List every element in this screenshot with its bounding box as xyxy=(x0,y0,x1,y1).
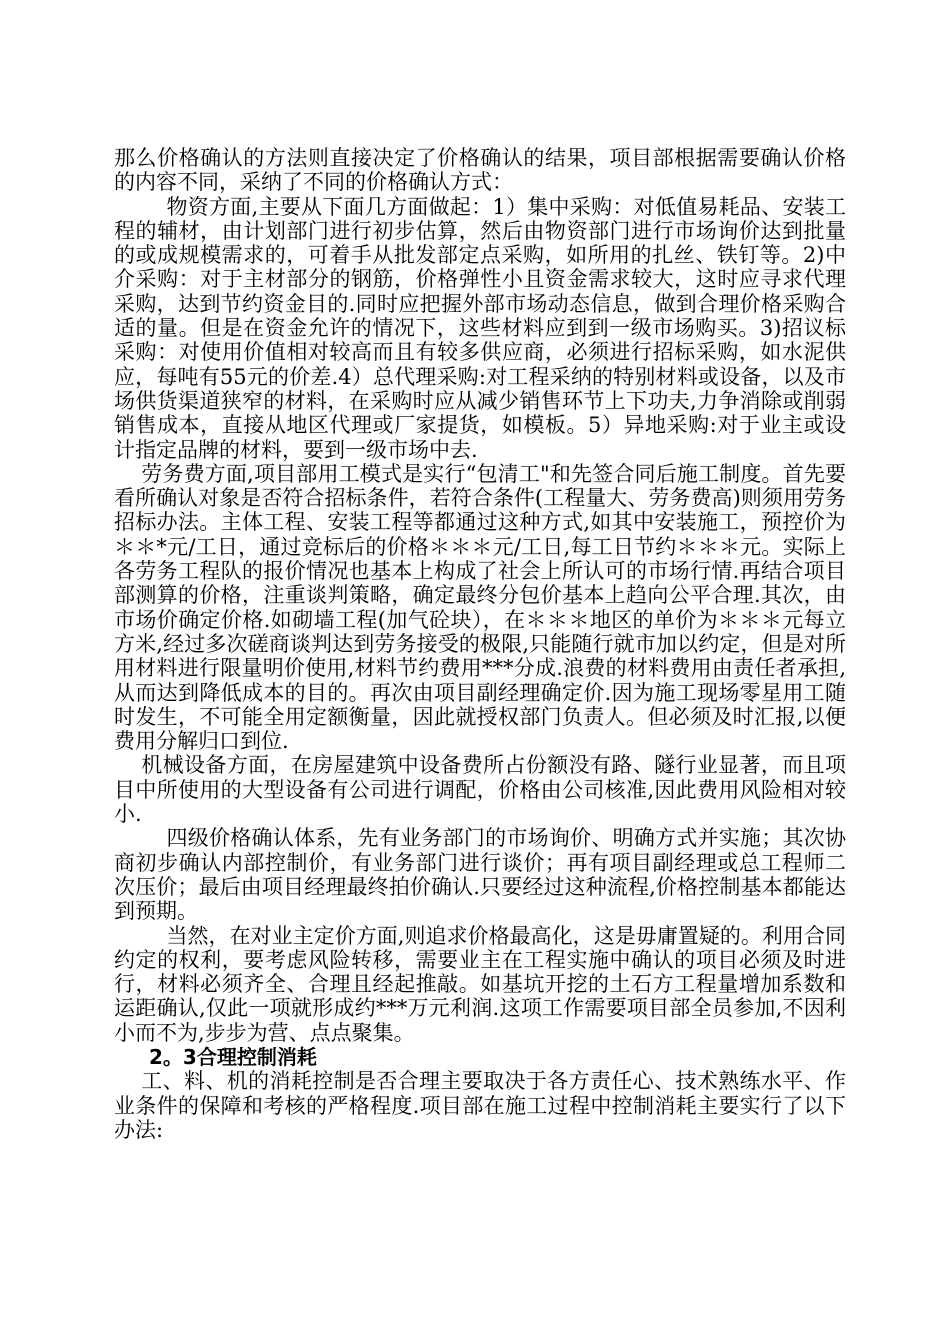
paragraph-owner-pricing: 当然，在对业主定价方面,则追求价格最高化，这是毋庸置疑的。利用合同约定的权利，要考虑风险转移，需要业主在工程实施中确认的项目必须及时进行，材料必须齐全、合理且经起推敲。如基坑开挖的土石方工程量增加系数和运距确认,仅此一项就形成约***万元利润.这项工作需要项目部全员参加,不因利小而不为,步步为营、点点聚集。 xyxy=(114,923,846,1045)
paragraph-consumption-control: 工、料、机的消耗控制是否合理主要取决于各方责任心、技术熟练水平、作业条件的保障和考核的严格程度.项目部在施工过程中控制消耗主要实行了以下办法: xyxy=(114,1069,846,1142)
section-heading: 2。3合理控制消耗 xyxy=(149,1044,317,1069)
paragraph-materials: 物资方面,主要从下面几方面做起：1）集中采购：对低值易耗品、安装工程的辅材，由计划部门进行初步估算，然后由物资部门进行市场询价达到批量的或成规模需求的，可着手从批发部定点采购，如所用的扎丝、铁钉等。2)中介采购：对于主材部分的钢筋，价格弹性小且资金需求较大，这时应寻求代理采购，达到节约资金目的.同时应把握外部市场动态信息，做到合理价格采购合适的量。但是在资金允许的情况下，这些材料应到到一级市场购买。3)招议标采购：对使用价值相对较高而且有较多供应商，必须进行招标采购，如水泥供应，每吨有55元的价差.4）总代理采购:对工程采纳的特别材料或设备，以及市场供货渠道狭窄的材料，在采购时应从减少销售环节上下功夫,力争消除或削弱销售成本，直接从地区代理或厂家提货，如模板。5）异地采购:对于业主或设计指定品牌的材料，要到一级市场中去. xyxy=(114,194,846,462)
paragraph-machinery: 机械设备方面，在房屋建筑中设备费所占份额没有路、隧行业显著，而且项目中所使用的大型设备有公司进行调配，价格由公司核准,因此费用风险相对较小. xyxy=(114,753,846,827)
paragraph-labor: 劳务费方面,项目部用工模式是实行“包清工"和先签合同后施工制度。首先要看所确认对象是否符合招标条件，若符合条件(工程量大、劳务费高)则须用劳务招标办法。主体工程、安装工程等都通过这种方式,如其中安装施工，预控价为＊＊*元/工日，通过竞标后的价格＊＊＊元/工日,每工日节约＊＊＊元。实际上各劳务工程队的报价情况也基本上构成了社会上所认可的市场行情.再结合项目部测算的价格，注重谈判策略，确定最终分包价基本上趋向公平合理.其次，由市场价确定价格.如砌墙工程(加气砼块），在＊＊＊地区的单价为＊＊＊元每立方米,经过多次磋商谈判达到劳务接受的极限,只能随行就市加以约定，但是对所用材料进行限量明价使用,材料节约费用***分成.浪费的材料费用由责任者承担,从而达到降低成本的目的。再次由项目副经理确定价.因为施工现场零星用工随时发生，不可能全用定额衡量，因此就授权部门负责人。但必须及时汇报,以便费用分解归口到位. xyxy=(114,461,846,754)
paragraph-price-method: 那么价格确认的方法则直接决定了价格确认的结果，项目部根据需要确认价格的内容不同，采纳了不同的价格确认方式： xyxy=(114,146,846,195)
document-body xyxy=(114,146,846,1142)
paragraph-four-level-system: 四级价格确认体系，先有业务部门的市场询价、明确方式并实施；其次协商初步确认内部控制价，有业务部门进行谈价；再有项目副经理或总工程师二次压价；最后由项目经理最终拍价确认.只要经过这种流程,价格控制基本都能达到预期。 xyxy=(114,826,846,924)
